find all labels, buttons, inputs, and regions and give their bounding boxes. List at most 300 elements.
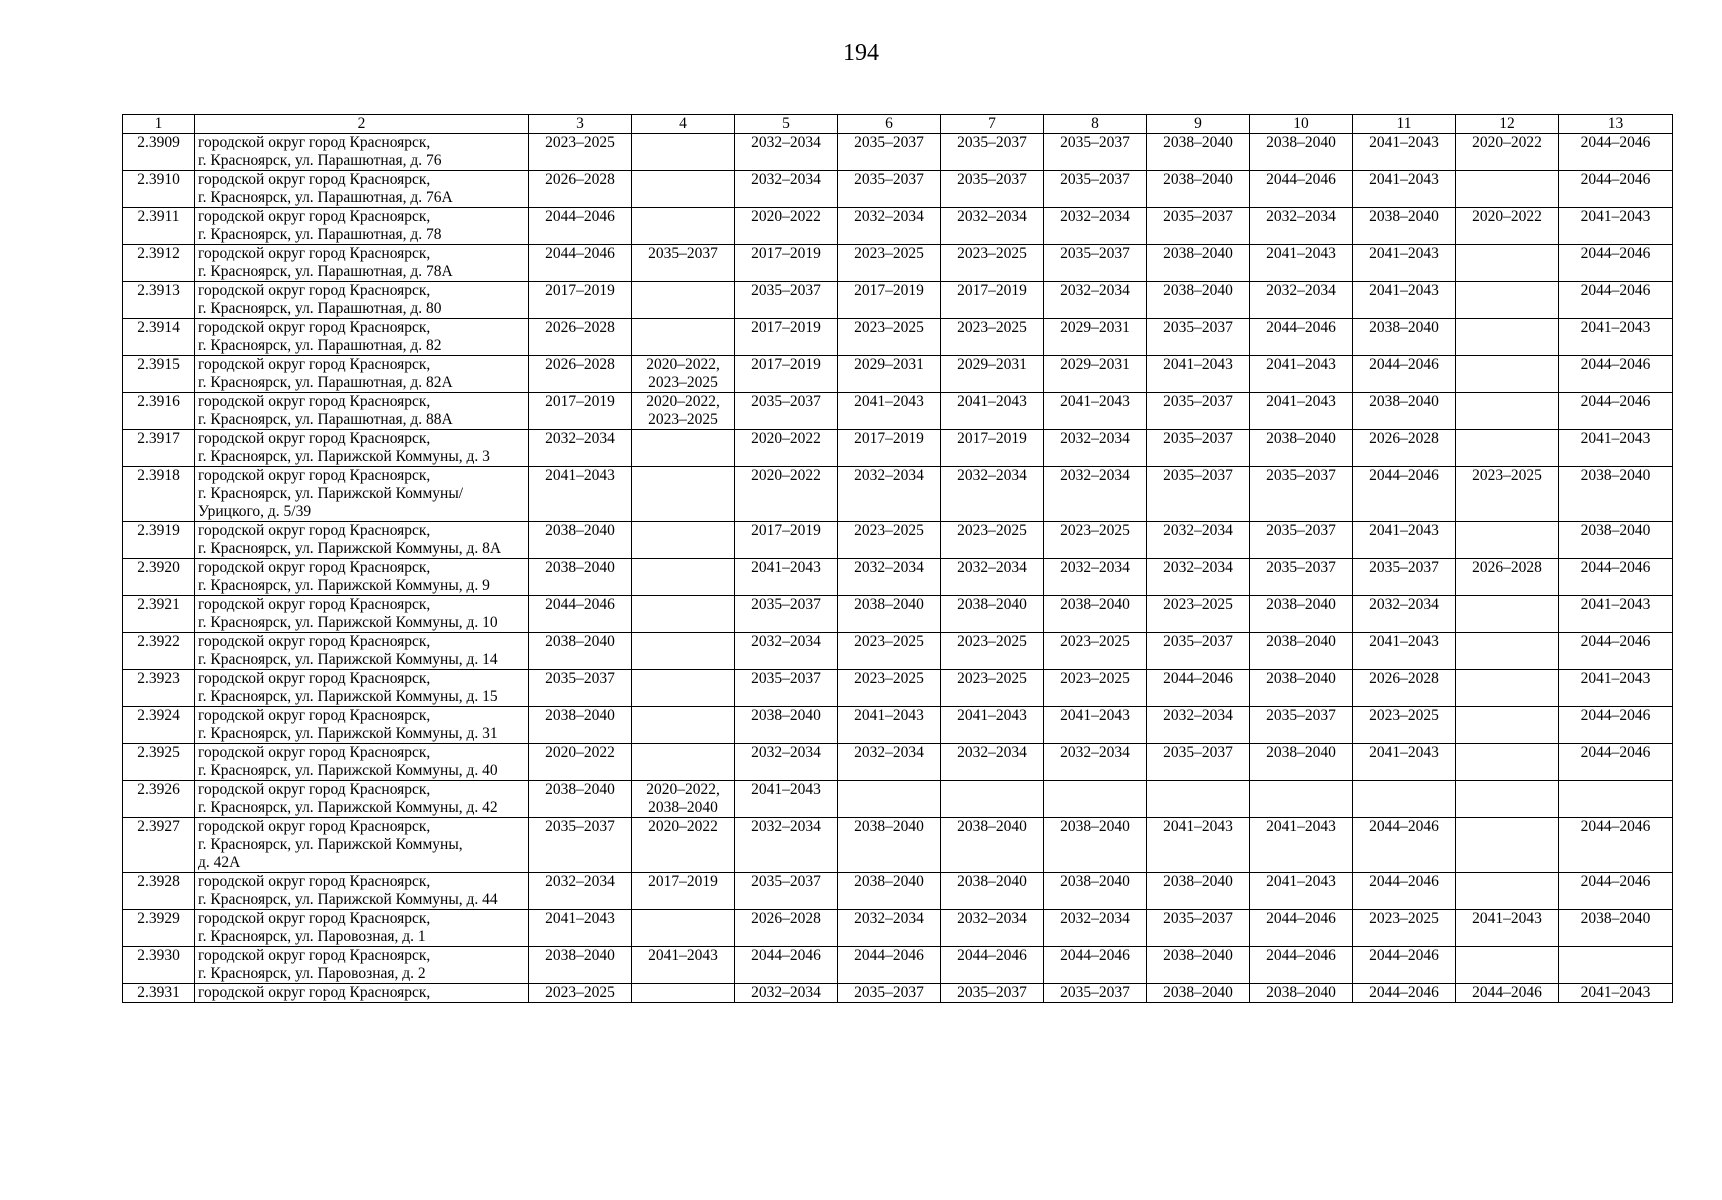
period-value: 2035–2037 <box>1060 245 1130 262</box>
period-cell <box>1559 818 1673 873</box>
period-value: 2023–2025 <box>854 670 924 687</box>
period-value: 2026–2028 <box>545 356 615 373</box>
period-value: 2044–2046 <box>1580 559 1651 576</box>
period-cell <box>1559 947 1673 984</box>
row-number: 2.3922 <box>123 633 195 670</box>
row-number: 2.3919 <box>123 522 195 559</box>
period-cell <box>1456 245 1559 282</box>
period-cell <box>941 707 1044 744</box>
period-cell <box>1353 873 1456 910</box>
period-cell <box>1353 744 1456 781</box>
period-value: 2041–2043 <box>1369 744 1439 761</box>
period-cell <box>1353 356 1456 393</box>
period-cell <box>838 873 941 910</box>
period-cell <box>529 744 632 781</box>
period-cell <box>529 984 632 1003</box>
page-number: 194 <box>843 40 879 66</box>
table-row <box>123 873 1673 910</box>
period-value: 2023–2025 <box>957 670 1027 687</box>
period-value: 2023–2025 <box>1163 596 1233 613</box>
period-value: 2032–2034 <box>854 467 924 484</box>
period-cell <box>1147 910 1250 947</box>
address-cell <box>195 818 529 873</box>
period-value: 2041–2043 <box>1580 670 1651 687</box>
period-cell <box>838 707 941 744</box>
period-cell <box>529 171 632 208</box>
period-value: 2035–2037 <box>1163 393 1233 410</box>
period-value: 2038–2040 <box>1163 171 1233 188</box>
address-cell <box>195 171 529 208</box>
address-cell <box>195 208 529 245</box>
period-cell <box>941 208 1044 245</box>
period-cell <box>632 910 735 947</box>
address-line: г. Красноярск, ул. Парижской Коммуны, д. 31 <box>198 725 498 742</box>
period-value: 2038–2040 <box>1163 134 1233 151</box>
table-row <box>123 356 1673 393</box>
period-cell <box>1559 208 1673 245</box>
period-cell <box>529 319 632 356</box>
column-header: 11 <box>1353 115 1456 134</box>
period-value: 2032–2034 <box>854 910 924 927</box>
period-cell <box>1044 984 1147 1003</box>
period-cell <box>941 430 1044 467</box>
period-value: 2038–2040 <box>957 873 1027 890</box>
period-cell <box>735 208 838 245</box>
period-value: 2038–2040 <box>1266 596 1336 613</box>
period-cell <box>1250 171 1353 208</box>
period-cell <box>1044 171 1147 208</box>
period-value: 2044–2046 <box>1580 356 1651 373</box>
address-cell <box>195 910 529 947</box>
period-value: 2026–2028 <box>545 319 615 336</box>
period-cell <box>1559 559 1673 596</box>
period-value: 2038–2040 <box>1163 245 1233 262</box>
period-value: 2041–2043 <box>1580 596 1651 613</box>
period-cell <box>1250 984 1353 1003</box>
period-cell <box>1559 670 1673 707</box>
period-cell <box>1250 744 1353 781</box>
period-value: 2044–2046 <box>1580 134 1651 151</box>
period-cell <box>838 633 941 670</box>
period-cell <box>1250 467 1353 522</box>
period-cell <box>941 670 1044 707</box>
table-row <box>123 707 1673 744</box>
period-cell <box>735 356 838 393</box>
period-cell <box>1456 818 1559 873</box>
period-cell <box>941 356 1044 393</box>
period-value: 2029–2031 <box>957 356 1027 373</box>
period-value: 2035–2037 <box>751 873 821 890</box>
period-cell <box>735 744 838 781</box>
period-cell <box>941 910 1044 947</box>
period-value: 2035–2037 <box>1060 171 1130 188</box>
period-value: 2017–2019 <box>854 282 924 299</box>
column-header: 6 <box>838 115 941 134</box>
period-value: 2023–2025 <box>1060 633 1130 650</box>
address-line: г. Красноярск, ул. Парижской Коммуны, <box>198 836 463 853</box>
period-value: 2044–2046 <box>1472 984 1542 1001</box>
period-value: 2032–2034 <box>1266 208 1336 225</box>
period-value: 2041–2043 <box>1369 633 1439 650</box>
period-cell <box>1559 910 1673 947</box>
address-line: г. Красноярск, ул. Парижской Коммуны, д. 3 <box>198 448 490 465</box>
period-value: 2017–2019 <box>648 873 718 890</box>
period-value: 2038–2040 <box>648 799 718 816</box>
period-cell <box>529 596 632 633</box>
period-value: 2035–2037 <box>1266 467 1336 484</box>
period-value: 2020–2022, <box>646 356 720 373</box>
period-value: 2017–2019 <box>957 282 1027 299</box>
period-cell <box>735 984 838 1003</box>
period-cell <box>1147 393 1250 430</box>
period-cell <box>941 393 1044 430</box>
period-value: 2017–2019 <box>751 319 821 336</box>
period-value: 2035–2037 <box>1163 633 1233 650</box>
row-number: 2.3925 <box>123 744 195 781</box>
row-number: 2.3930 <box>123 947 195 984</box>
period-value: 2023–2025 <box>545 134 615 151</box>
period-cell <box>1353 467 1456 522</box>
repair-schedule-table <box>122 114 1673 1003</box>
address-cell <box>195 134 529 171</box>
period-value: 2038–2040 <box>1369 319 1439 336</box>
period-value: 2038–2040 <box>545 707 615 724</box>
period-value: 2044–2046 <box>1369 356 1439 373</box>
period-cell <box>1559 522 1673 559</box>
period-cell <box>632 818 735 873</box>
period-cell <box>1147 596 1250 633</box>
period-cell <box>1147 282 1250 319</box>
address-line: городской округ город Красноярск, <box>198 134 431 151</box>
address-line: городской округ город Красноярск, <box>198 670 431 687</box>
period-cell <box>1456 910 1559 947</box>
period-cell <box>838 393 941 430</box>
period-value: 2026–2028 <box>545 171 615 188</box>
period-cell <box>632 356 735 393</box>
period-cell <box>1353 633 1456 670</box>
period-cell <box>632 670 735 707</box>
period-value: 2020–2022 <box>1472 134 1542 151</box>
period-value: 2026–2028 <box>1369 430 1439 447</box>
period-cell <box>1044 559 1147 596</box>
address-line: г. Красноярск, ул. Парижской Коммуны, д. 44 <box>198 891 498 908</box>
period-value: 2017–2019 <box>751 522 821 539</box>
period-value: 2032–2034 <box>957 208 1027 225</box>
period-value: 2023–2025 <box>1060 522 1130 539</box>
period-cell <box>1559 633 1673 670</box>
period-cell <box>632 707 735 744</box>
address-line: городской округ город Красноярск, <box>198 356 431 373</box>
period-value: 2044–2046 <box>1580 818 1651 835</box>
column-header: 8 <box>1044 115 1147 134</box>
period-cell <box>1456 559 1559 596</box>
period-cell <box>735 633 838 670</box>
period-cell <box>735 134 838 171</box>
address-cell <box>195 873 529 910</box>
period-value: 2023–2025 <box>957 245 1027 262</box>
period-cell <box>735 818 838 873</box>
period-value: 2023–2025 <box>854 319 924 336</box>
period-value: 2023–2025 <box>957 319 1027 336</box>
period-cell <box>735 670 838 707</box>
column-header: 2 <box>195 115 529 134</box>
period-value: 2035–2037 <box>545 670 615 687</box>
table-row <box>123 984 1673 1003</box>
table-row <box>123 559 1673 596</box>
period-cell <box>1044 319 1147 356</box>
period-value: 2032–2034 <box>957 467 1027 484</box>
column-header: 3 <box>529 115 632 134</box>
period-cell <box>1559 781 1673 818</box>
address-line: городской округ город Красноярск, <box>198 208 431 225</box>
column-header: 7 <box>941 115 1044 134</box>
period-cell <box>1147 984 1250 1003</box>
period-value: 2041–2043 <box>751 559 821 576</box>
period-cell <box>1147 947 1250 984</box>
address-cell <box>195 393 529 430</box>
address-cell <box>195 522 529 559</box>
period-cell <box>529 208 632 245</box>
period-cell <box>1044 744 1147 781</box>
period-value: 2032–2034 <box>1060 744 1130 761</box>
period-cell <box>1147 873 1250 910</box>
address-line: городской округ город Красноярск, <box>198 910 431 927</box>
period-value: 2035–2037 <box>1266 707 1336 724</box>
period-cell <box>1456 984 1559 1003</box>
period-cell <box>632 596 735 633</box>
period-value: 2023–2025 <box>1060 670 1130 687</box>
period-value: 2020–2022 <box>545 744 615 761</box>
period-cell <box>1147 245 1250 282</box>
period-cell <box>1353 134 1456 171</box>
period-cell <box>735 947 838 984</box>
period-value: 2026–2028 <box>751 910 821 927</box>
period-value: 2035–2037 <box>854 134 924 151</box>
period-cell <box>1044 670 1147 707</box>
period-value: 2038–2040 <box>545 633 615 650</box>
row-number: 2.3920 <box>123 559 195 596</box>
row-number: 2.3921 <box>123 596 195 633</box>
period-value: 2041–2043 <box>1163 356 1233 373</box>
address-line: городской округ город Красноярск, <box>198 984 431 1001</box>
period-value: 2038–2040 <box>1266 984 1336 1001</box>
period-cell <box>941 282 1044 319</box>
period-cell <box>941 171 1044 208</box>
period-cell <box>1456 670 1559 707</box>
period-value: 2023–2025 <box>1472 467 1542 484</box>
row-number: 2.3924 <box>123 707 195 744</box>
period-value: 2044–2046 <box>1060 947 1130 964</box>
period-cell <box>529 873 632 910</box>
period-cell <box>529 134 632 171</box>
period-value: 2044–2046 <box>1266 319 1336 336</box>
period-value: 2041–2043 <box>854 393 924 410</box>
address-line: городской округ город Красноярск, <box>198 393 431 410</box>
period-cell <box>1456 282 1559 319</box>
period-cell <box>1044 393 1147 430</box>
period-cell <box>1456 356 1559 393</box>
period-value: 2023–2025 <box>648 411 718 428</box>
period-cell <box>838 744 941 781</box>
period-cell <box>529 910 632 947</box>
period-value: 2038–2040 <box>1580 522 1651 539</box>
row-number: 2.3923 <box>123 670 195 707</box>
period-cell <box>1456 430 1559 467</box>
period-cell <box>941 873 1044 910</box>
period-cell <box>1456 134 1559 171</box>
period-cell <box>1044 245 1147 282</box>
period-cell <box>1353 430 1456 467</box>
address-line: г. Красноярск, ул. Парашютная, д. 76А <box>198 189 453 206</box>
period-value: 2032–2034 <box>751 134 821 151</box>
period-value: 2032–2034 <box>1060 282 1130 299</box>
address-line: городской округ город Красноярск, <box>198 633 431 650</box>
period-value: 2038–2040 <box>1369 208 1439 225</box>
period-value: 2035–2037 <box>1060 984 1130 1001</box>
period-cell <box>632 559 735 596</box>
period-value: 2017–2019 <box>957 430 1027 447</box>
period-cell <box>529 522 632 559</box>
address-line: городской округ город Красноярск, <box>198 596 431 613</box>
period-cell <box>529 430 632 467</box>
period-value: 2038–2040 <box>751 707 821 724</box>
period-cell <box>1559 984 1673 1003</box>
period-cell <box>838 134 941 171</box>
address-line: Урицкого, д. 5/39 <box>198 503 312 520</box>
period-cell <box>632 781 735 818</box>
column-header: 5 <box>735 115 838 134</box>
period-value: 2038–2040 <box>1060 873 1130 890</box>
period-value: 2044–2046 <box>1369 818 1439 835</box>
period-cell <box>1353 818 1456 873</box>
period-value: 2035–2037 <box>1060 134 1130 151</box>
period-cell <box>735 245 838 282</box>
period-cell <box>1456 393 1559 430</box>
period-cell <box>1456 319 1559 356</box>
period-cell <box>1147 670 1250 707</box>
period-value: 2041–2043 <box>1580 430 1651 447</box>
period-value: 2041–2043 <box>1163 818 1233 835</box>
period-value: 2044–2046 <box>1266 947 1336 964</box>
address-line: городской округ город Красноярск, <box>198 430 431 447</box>
period-cell <box>1250 633 1353 670</box>
period-cell <box>1559 356 1673 393</box>
period-cell <box>1044 818 1147 873</box>
period-cell <box>529 670 632 707</box>
period-cell <box>1250 781 1353 818</box>
period-value: 2041–2043 <box>545 467 615 484</box>
period-value: 2023–2025 <box>957 522 1027 539</box>
period-cell <box>1559 707 1673 744</box>
period-value: 2023–2025 <box>1369 707 1439 724</box>
address-line: г. Красноярск, ул. Парашютная, д. 82А <box>198 374 453 391</box>
period-value: 2023–2025 <box>854 633 924 650</box>
period-cell <box>1147 171 1250 208</box>
period-cell <box>1250 707 1353 744</box>
row-number: 2.3917 <box>123 430 195 467</box>
period-cell <box>941 818 1044 873</box>
period-value: 2044–2046 <box>1580 707 1651 724</box>
address-cell <box>195 245 529 282</box>
period-cell <box>1147 707 1250 744</box>
period-cell <box>1353 559 1456 596</box>
period-cell <box>1559 393 1673 430</box>
period-value: 2044–2046 <box>1580 171 1651 188</box>
period-value: 2038–2040 <box>957 818 1027 835</box>
period-value: 2038–2040 <box>957 596 1027 613</box>
period-cell <box>1044 134 1147 171</box>
period-value: 2032–2034 <box>751 633 821 650</box>
period-value: 2035–2037 <box>854 984 924 1001</box>
period-cell <box>941 633 1044 670</box>
address-cell <box>195 984 529 1003</box>
period-value: 2020–2022 <box>751 208 821 225</box>
period-value: 2041–2043 <box>1369 134 1439 151</box>
period-value: 2038–2040 <box>1266 670 1336 687</box>
address-line: городской округ город Красноярск, <box>198 467 431 484</box>
period-cell <box>1147 356 1250 393</box>
period-value: 2038–2040 <box>1163 984 1233 1001</box>
table-row <box>123 171 1673 208</box>
period-cell <box>735 282 838 319</box>
period-value: 2020–2022 <box>751 467 821 484</box>
address-line: г. Красноярск, ул. Парижской Коммуны, д. 40 <box>198 762 498 779</box>
period-value: 2035–2037 <box>648 245 718 262</box>
period-cell <box>1353 171 1456 208</box>
period-cell <box>1456 208 1559 245</box>
period-cell <box>838 781 941 818</box>
period-cell <box>838 282 941 319</box>
period-cell <box>1353 393 1456 430</box>
period-cell <box>735 707 838 744</box>
table-row <box>123 818 1673 873</box>
address-cell <box>195 319 529 356</box>
period-value: 2035–2037 <box>1163 467 1233 484</box>
period-value: 2044–2046 <box>1580 245 1651 262</box>
period-value: 2035–2037 <box>1369 559 1439 576</box>
period-value: 2041–2043 <box>1580 984 1651 1001</box>
period-value: 2017–2019 <box>751 245 821 262</box>
address-line: г. Красноярск, ул. Парижской Коммуны, д. 42 <box>198 799 498 816</box>
table-row <box>123 947 1673 984</box>
period-cell <box>1250 393 1353 430</box>
period-cell <box>1044 208 1147 245</box>
row-number: 2.3915 <box>123 356 195 393</box>
period-value: 2041–2043 <box>1580 208 1651 225</box>
period-value: 2032–2034 <box>854 559 924 576</box>
period-cell <box>838 947 941 984</box>
row-number: 2.3918 <box>123 467 195 522</box>
address-line: городской округ город Красноярск, <box>198 947 431 964</box>
period-cell <box>735 467 838 522</box>
period-cell <box>1147 467 1250 522</box>
period-value: 2035–2037 <box>751 282 821 299</box>
period-value: 2032–2034 <box>957 744 1027 761</box>
row-number: 2.3928 <box>123 873 195 910</box>
period-cell <box>1250 282 1353 319</box>
period-cell <box>1559 171 1673 208</box>
period-cell <box>941 245 1044 282</box>
address-cell <box>195 707 529 744</box>
period-cell <box>1353 319 1456 356</box>
period-cell <box>1559 430 1673 467</box>
period-value: 2035–2037 <box>751 670 821 687</box>
column-header: 12 <box>1456 115 1559 134</box>
period-value: 2032–2034 <box>545 873 615 890</box>
period-value: 2044–2046 <box>1580 393 1651 410</box>
period-cell <box>1559 319 1673 356</box>
period-value: 2032–2034 <box>545 430 615 447</box>
